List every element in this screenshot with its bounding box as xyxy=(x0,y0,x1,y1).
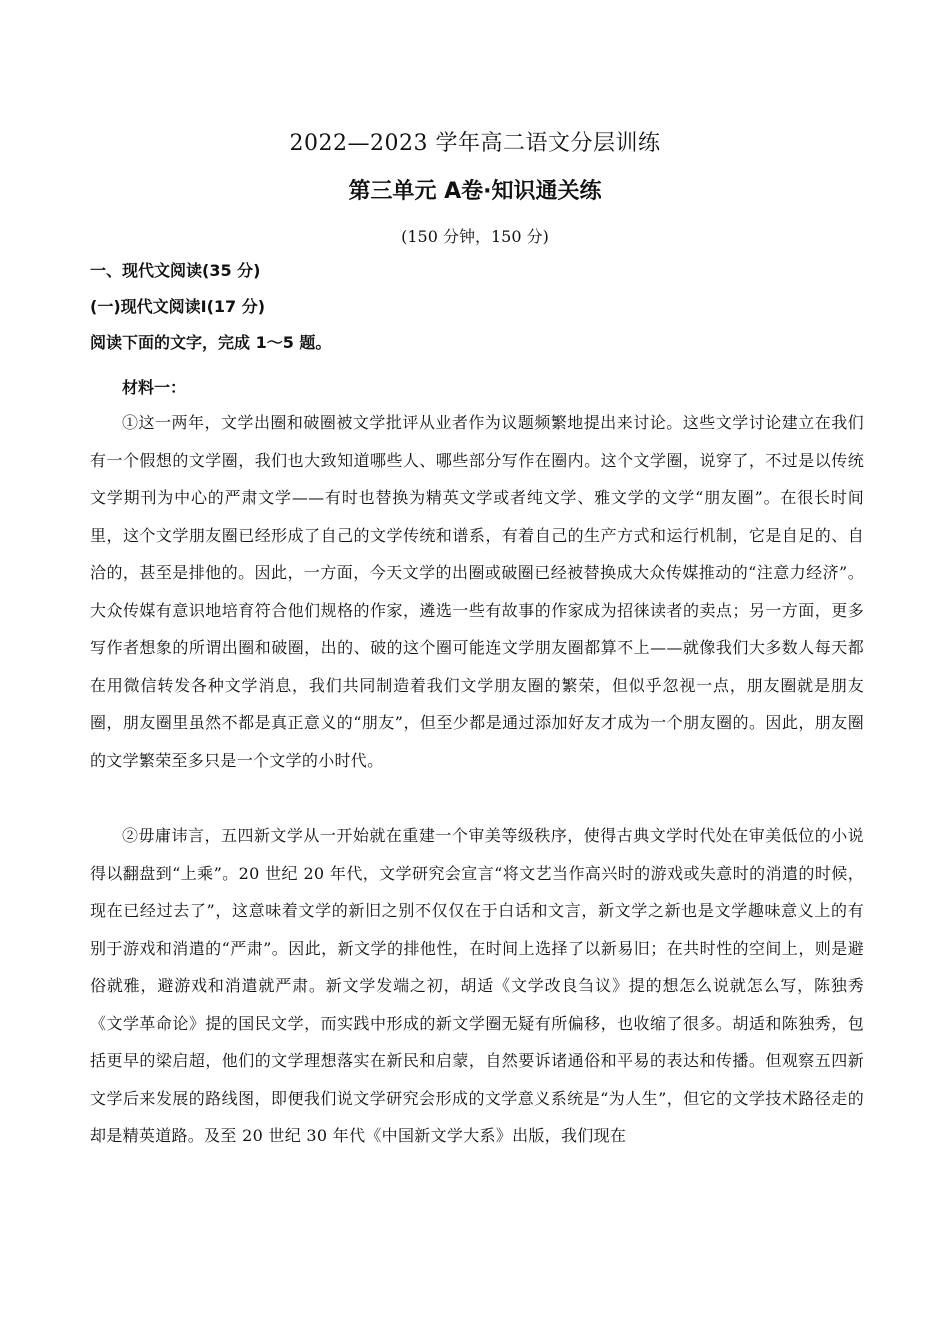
paragraph-2: ②毋庸讳言，五四新文学从一开始就在重建一个审美等级秩序，使得古典文学时代处在审美低位的小说得以翻盘到“上乘”。20 世纪 20 年代，文学研究会宣言“将文艺当作高兴时的游戏或失意时的消遣的时候，现在已经过去了”，这意味着文学的新旧之别不仅仅在于白话和文言，新文学之新也是文学趣味意义上的有别于游戏和消遣的“严肃”。因此，新文学的排他性，在时间上选择了以新易旧；在共时性的空间上，则是避俗就雅，避游戏和消遣就严肃。新文学发端之初，胡适《文学改良刍议》提的想怎么说就怎么写，陈独秀《文学革命论》提的国民文学，而实践中形成的新文学圈无疑有所偏移，也收缩了很多。胡适和陈独秀，包括更早的梁启超，他们的文学理想落实在新民和启蒙，自然要诉诸通俗和平易的表达和传播。但观察五四新文学后来发展的路线图，即便我们说文学研究会形成的文学意义系统是“为人生”，但它的文学技术路径走的却是精英道路。及至 20 世纪 30 年代《中国新文学大系》出版，我们现在 xyxy=(90,826,864,1145)
material-label: 材料一： xyxy=(122,378,187,397)
section-heading-part1-sub: (一)现代文阅读Ⅰ(17 分) xyxy=(90,297,266,316)
paragraph-1: ①这一两年，文学出圈和破圈被文学批评从业者作为议题频繁地提出来讨论。这些文学讨论建立在我们有一个假想的文学圈，我们也大致知道哪些人、哪些部分写作在圈内。这个文学圈，说穿了，不过是以传统文学期刊为中心的严肃文学——有时也替换为精英文学或者纯文学、雅文学的文学“朋友圈”。在很长时间里，这个文学朋友圈已经形成了自己的文学传统和谱系，有着自己的生产方式和运行机制，它是自足的、自洽的，甚至是排他的。因此，一方面，今天文学的出圈或破圈已经被替换成大众传媒推动的“注意力经济”。大众传媒有意识地培育符合他们规格的作家，遴选一些有故事的作家成为招徕读者的卖点；另一方面，更多写作者想象的所谓出圈和破圈，出的、破的这个圈可能连文学朋友圈都算不上——就像我们大多数人每天都在用微信转发各种文学消息，我们共同制造着我们文学朋友圈的繁荣，但似乎忽视一点，朋友圈就是朋友圈，朋友圈里虽然不都是真正意义的“朋友”，但至少都是通过添加好友才成为一个朋友圈的。因此，朋友圈的文学繁荣至多只是一个文学的小时代。 xyxy=(90,413,864,770)
page-subtitle: 第三单元 A卷·知识通关练 xyxy=(348,179,602,204)
page-title: 2022—2023 学年高二语文分层训练 xyxy=(289,131,661,156)
instruction-text: 阅读下面的文字，完成 1～5 题。 xyxy=(90,333,332,352)
section-heading-part1: 一、现代文阅读(35 分) xyxy=(90,261,261,280)
time-note: (150 分钟，150 分) xyxy=(401,227,549,246)
